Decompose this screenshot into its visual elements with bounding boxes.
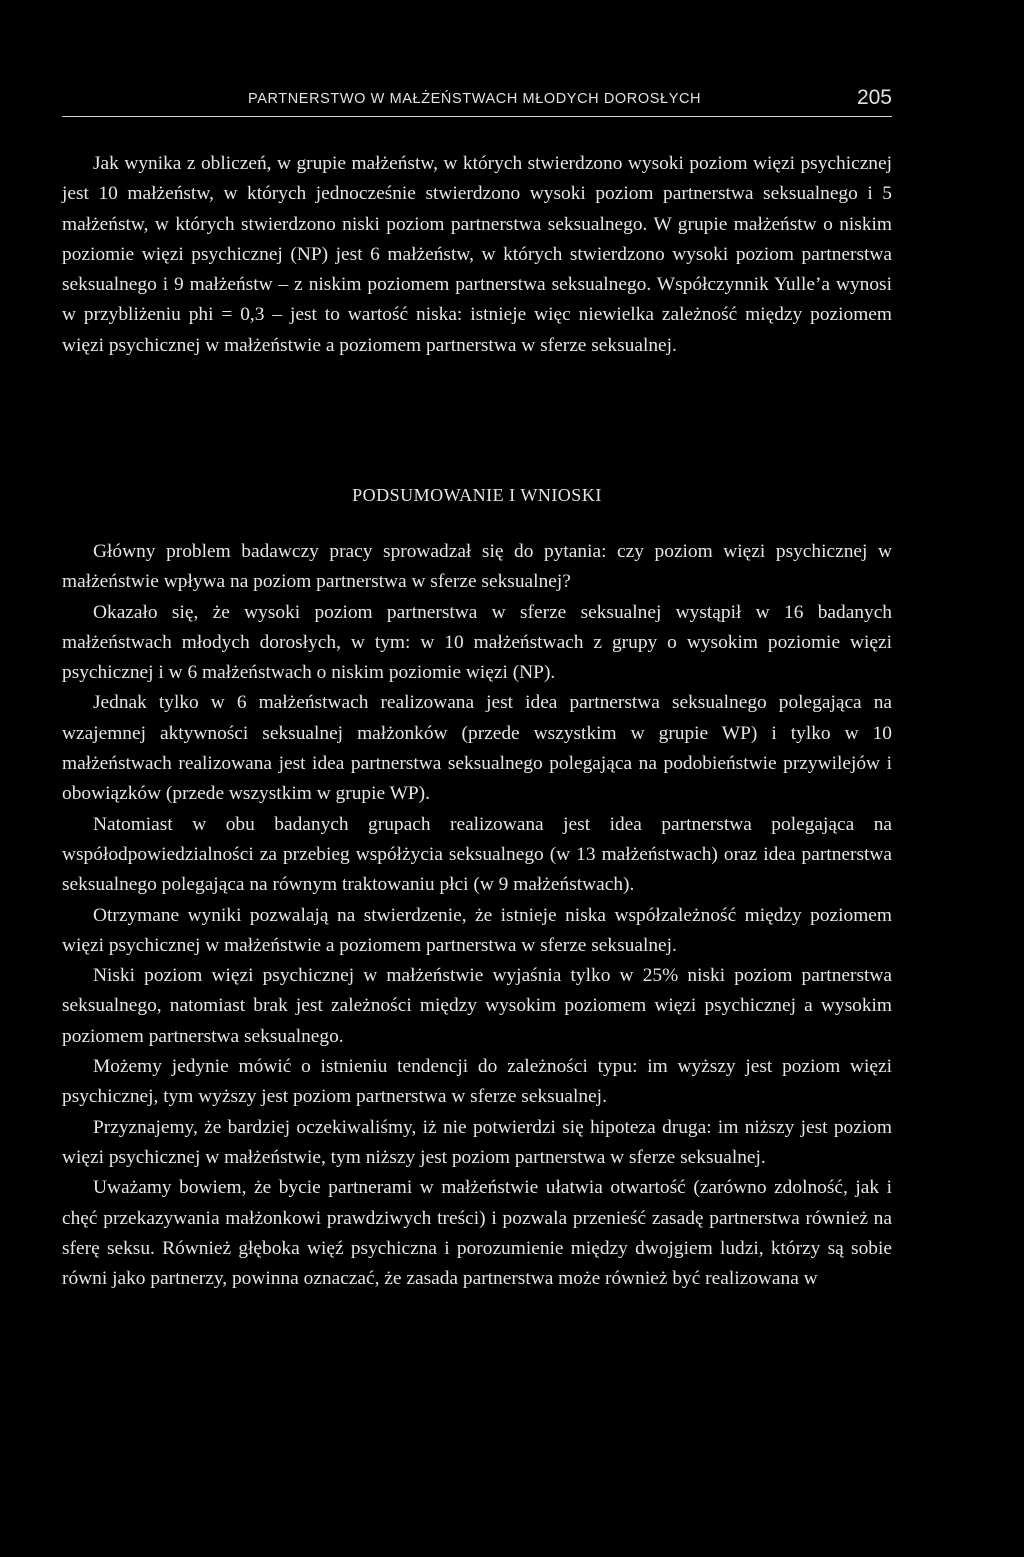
paragraph: Otrzymane wyniki pozwalają na stwierdzenie, że istnieje niska współzależność między poziomem więzi psychicznej w małżeństwie a poziomem partnerstwa w sferze seksualnej. [62, 904, 892, 956]
book-page [62, 0, 892, 1557]
intro-text [62, 149, 892, 361]
paragraph: Przyznajemy, że bardziej oczekiwaliśmy, iż nie potwierdzi się hipoteza druga: im niższy jest poziom więzi psychicznej w małżeństwie, tym niższy jest poziom partnerstwa w sferze seksualnej. [62, 1116, 892, 1168]
paragraph: Jednak tylko w 6 małżeństwach realizowana jest idea partnerstwa seksualnego polegająca na wzajemnej aktywności seksualnej małżonków (przede wszystkim w grupie WP) i tylko w 10 małżeństwach realizowana jest idea partnerstwa seksualnego polegająca na podobieństwie przywilejów i obowiązków (przede wszystkim w grupie WP). [62, 692, 892, 805]
page-number: 205 [856, 86, 892, 109]
running-title: PARTNERSTWO W MAŁŻEŃSTWACH MŁODYCH DOROSŁYCH [248, 91, 702, 107]
intro-paragraph: Jak wynika z obliczeń, w grupie małżeństw, w których stwierdzono wysoki poziom więzi psychicznej jest 10 małżeństw, w których jednocześnie stwierdzono wysoki poziom partnerstwa seksualnego i 5 małżeństw, w których stwierdzono niski poziom partnerstwa seksualnego. W grupie małżeństw o niskim poziomie więzi psychicznej (NP) jest 6 małżeństw, w których stwierdzono wysoki poziom partnerstwa seksualnego i 9 małżeństw – z niskim poziomem partnerstwa seksualnego. Współczynnik Yulle’a wynosi w przybliżeniu phi = 0,3 – jest to wartość niska: istnieje więc niewielka zależność między poziomem więzi psychicznej w małżeństwie a poziomem partnerstwa w sferze seksualnej. [62, 153, 892, 356]
paragraph: Niski poziom więzi psychicznej w małżeństwie wyjaśnia tylko w 25% niski poziom partnerstwa seksualnego, natomiast brak jest zależności między wysokim poziomem więzi psychicznej a wysokim poziomem partnerstwa seksualnego. [62, 965, 892, 1047]
paragraph: Natomiast w obu badanych grupach realizowana jest idea partnerstwa polegająca na współodpowiedzialności za przebieg współżycia seksualnego (w 13 małżeństwach) oraz idea partnerstwa seksualnego polegająca na równym traktowaniu płci (w 9 małżeństwach). [62, 813, 892, 896]
paragraph: Okazało się, że wysoki poziom partnerstwa w sferze seksualnej wystąpił w 16 badanych małżeństwach młodych dorosłych, w tym: w 10 małżeństwach z grupy o wysokim poziomie więzi psychicznej i w 6 małżeństwach o niskim poziomie więzi (NP). [62, 601, 892, 684]
conclusions-text [62, 537, 892, 1294]
paragraph: Główny problem badawczy pracy sprowadzał się do pytania: czy poziom więzi psychicznej w małżeństwie wpływa na poziom partnerstwa w sferze seksualnej? [62, 541, 892, 593]
section-heading: PODSUMOWANIE I WNIOSKI [352, 485, 602, 505]
paragraph: Możemy jedynie mówić o istnieniu tendencji do zależności typu: im wyższy jest poziom więzi psychicznej, tym wyższy jest poziom partnerstwa w sferze seksualnej. [62, 1056, 892, 1108]
running-header [62, 86, 892, 117]
paragraph: Uważamy bowiem, że bycie partnerami w małżeństwie ułatwia otwartość (zarówno zdolność, jak i chęć przekazywania małżonkowi prawdziwych treści) i pozwala przenieść zasadę partnerstwa również na sferę seksu. Również głęboka więź psychiczna i porozumienie między dwojgiem ludzi, którzy są sobie równi jako partnerzy, powinna oznaczać, że zasada partnerstwa może również być realizowana w [62, 1177, 892, 1290]
